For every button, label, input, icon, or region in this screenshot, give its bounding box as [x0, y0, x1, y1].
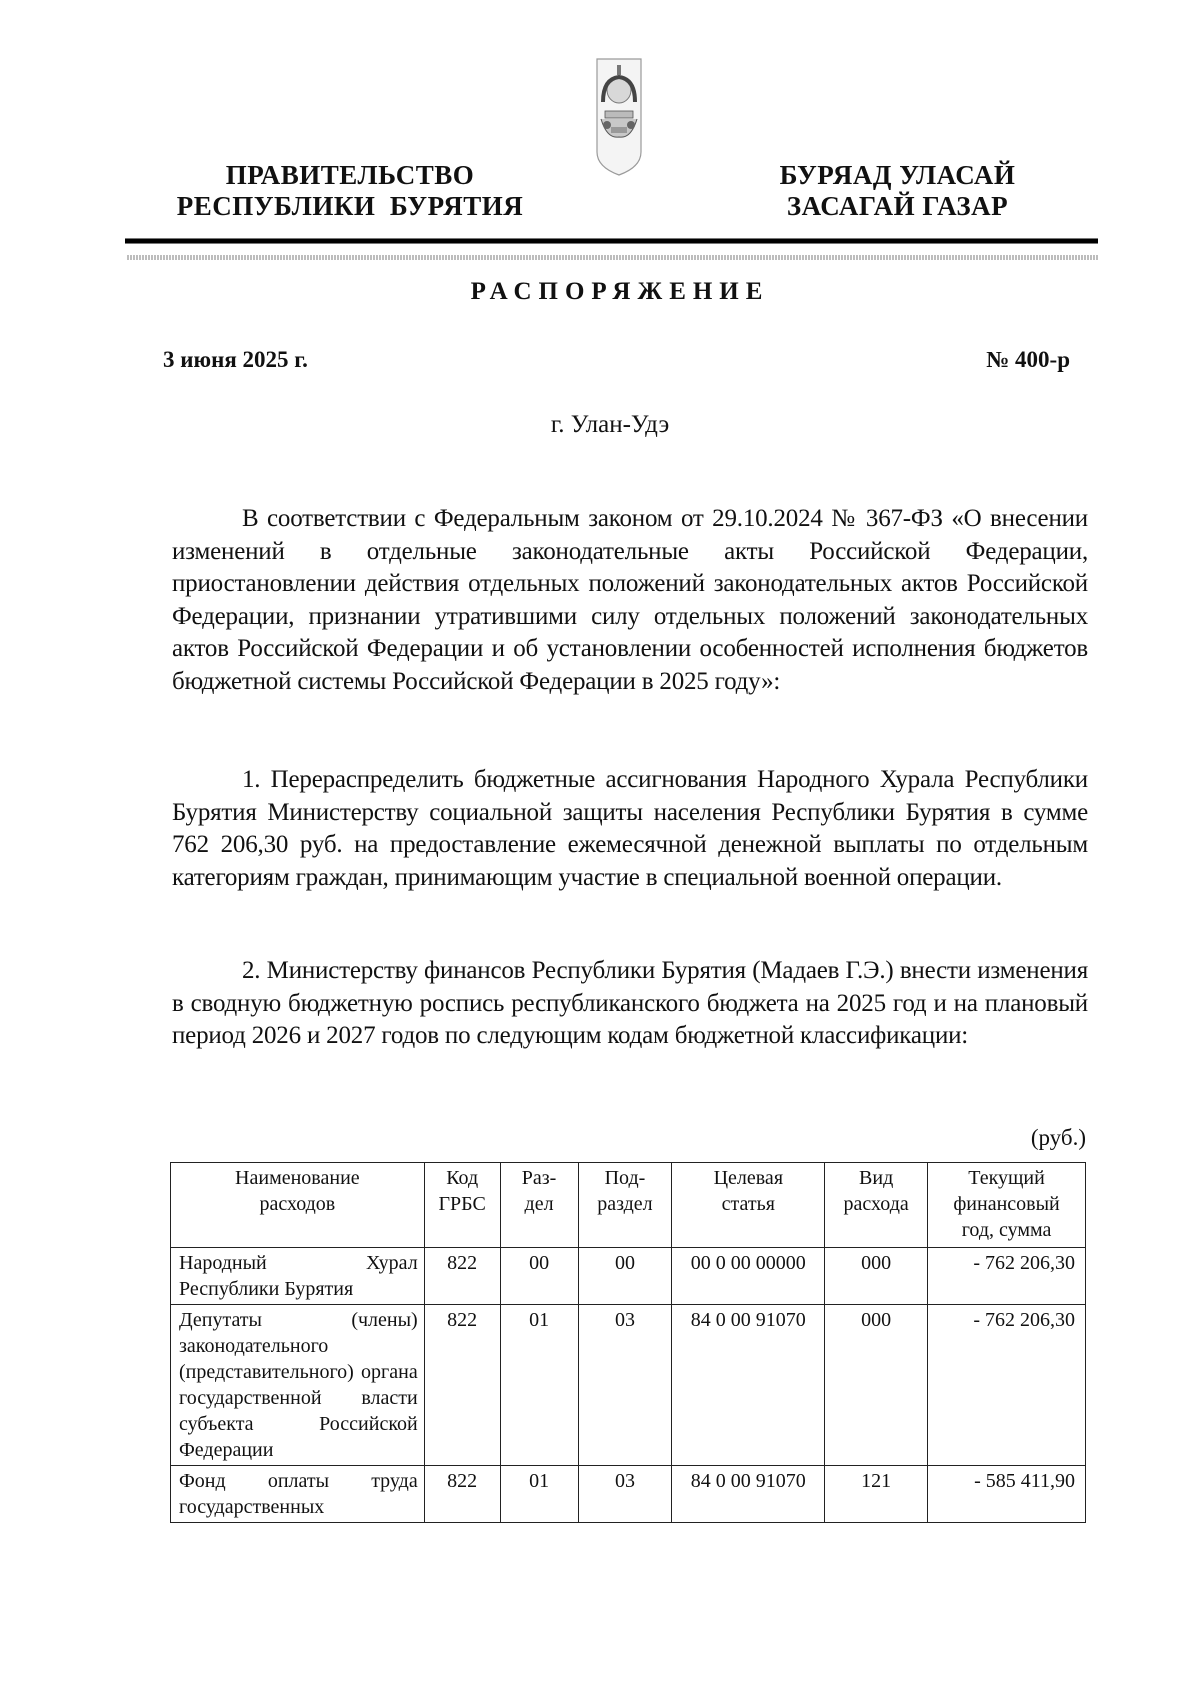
table-row: [171, 1305, 1086, 1466]
header-grbs: Код ГРБС: [424, 1163, 500, 1248]
header-podrazdel: Под- раздел: [578, 1163, 672, 1248]
letterhead-dotted-divider: [127, 255, 1098, 260]
item-1-paragraph: 1. Перераспределить бюджетные ассигнования Народного Хурала Республики Бурятия Министерству социальной защиты населения Республики Бурятия в сумме 762 206,30 руб. на предоставление ежемесячной денежной выплаты по отдельным категориям граждан, принимающим участие в специальной военной операции.: [172, 766, 1088, 891]
cell-target: 84 0 00 91070: [672, 1305, 825, 1466]
cell-grbs: 822: [424, 1305, 500, 1466]
cell-vid: 000: [825, 1248, 928, 1305]
cell-grbs: 822: [424, 1466, 500, 1523]
table-row: [171, 1248, 1086, 1305]
cell-target: 00 0 00 00000: [672, 1248, 825, 1305]
letterhead-right-line2: ЗАСАГАЙ ГАЗАР: [786, 191, 1009, 221]
cell-razdel: 01: [500, 1305, 578, 1466]
cell-name: Народный Хурал Республики Бурятия: [171, 1248, 425, 1305]
item-2-paragraph: 2. Министерству финансов Республики Бурятия (Мадаев Г.Э.) внести изменения в сводную бюджетную роспись республиканского бюджета на 2025 год и на плановый период 2026 и 2027 годов по следующим кодам бюджетной классификации:: [172, 957, 1088, 1049]
cell-vid: 000: [825, 1305, 928, 1466]
header-target: Целевая статья: [672, 1163, 825, 1248]
document-type-title: РАСПОРЯЖЕНИЕ: [470, 278, 770, 305]
header-razdel: Раз- дел: [500, 1163, 578, 1248]
cell-podrazdel: 03: [578, 1305, 672, 1466]
header-vid: Вид расхода: [825, 1163, 928, 1248]
cell-target: 84 0 00 91070: [672, 1466, 825, 1523]
letterhead-left-line2: РЕСПУБЛИКИ БУРЯТИЯ: [176, 191, 524, 221]
cell-vid: 121: [825, 1466, 928, 1523]
cell-razdel: 01: [500, 1466, 578, 1523]
document-number: № 400-р: [986, 347, 1070, 372]
cell-grbs: 822: [424, 1248, 500, 1305]
document-city: г. Улан-Удэ: [550, 411, 670, 438]
header-sum: Текущий финансовый год, сумма: [928, 1163, 1086, 1248]
budget-classification-table: [170, 1162, 1086, 1523]
preamble-paragraph: В соответствии с Федеральным законом от 29.10.2024 № 367-ФЗ «О внесении изменений в отдельные законодательные акты Российской Федерации, приостановлении действия отдельных положений законодательных актов Российской Федерации, признании утратившими силу отдельных положений законодательных актов Российской Федерации и об установлении особенностей исполнения бюджетов бюджетной системы Российской Федерации в 2025 году»:: [172, 505, 1088, 695]
table-unit-label: (руб.): [1030, 1125, 1086, 1150]
letterhead-right: [765, 160, 1030, 222]
cell-sum: - 762 206,30: [928, 1248, 1086, 1305]
cell-razdel: 00: [500, 1248, 578, 1305]
letterhead-left-line1: ПРАВИТЕЛЬСТВО: [225, 160, 475, 190]
document-date: 3 июня 2025 г.: [163, 347, 308, 372]
cell-name: Депутаты (члены) законодательного (представительного) органа государственной власти субъекта Российской Федерации: [171, 1305, 425, 1466]
cell-sum: - 585 411,90: [928, 1466, 1086, 1523]
table-header-row: [171, 1163, 1086, 1248]
letterhead-right-line1: БУРЯАД УЛАСАЙ: [779, 160, 1016, 190]
cell-podrazdel: 03: [578, 1466, 672, 1523]
letterhead-left: [170, 160, 530, 222]
cell-sum: - 762 206,30: [928, 1305, 1086, 1466]
letterhead-divider: [125, 238, 1098, 244]
cell-name: Фонд оплаты труда государственных: [171, 1466, 425, 1523]
cell-podrazdel: 00: [578, 1248, 672, 1305]
coat-of-arms-icon: [595, 57, 643, 177]
header-name: Наименование расходов: [171, 1163, 425, 1248]
table-row: [171, 1466, 1086, 1523]
